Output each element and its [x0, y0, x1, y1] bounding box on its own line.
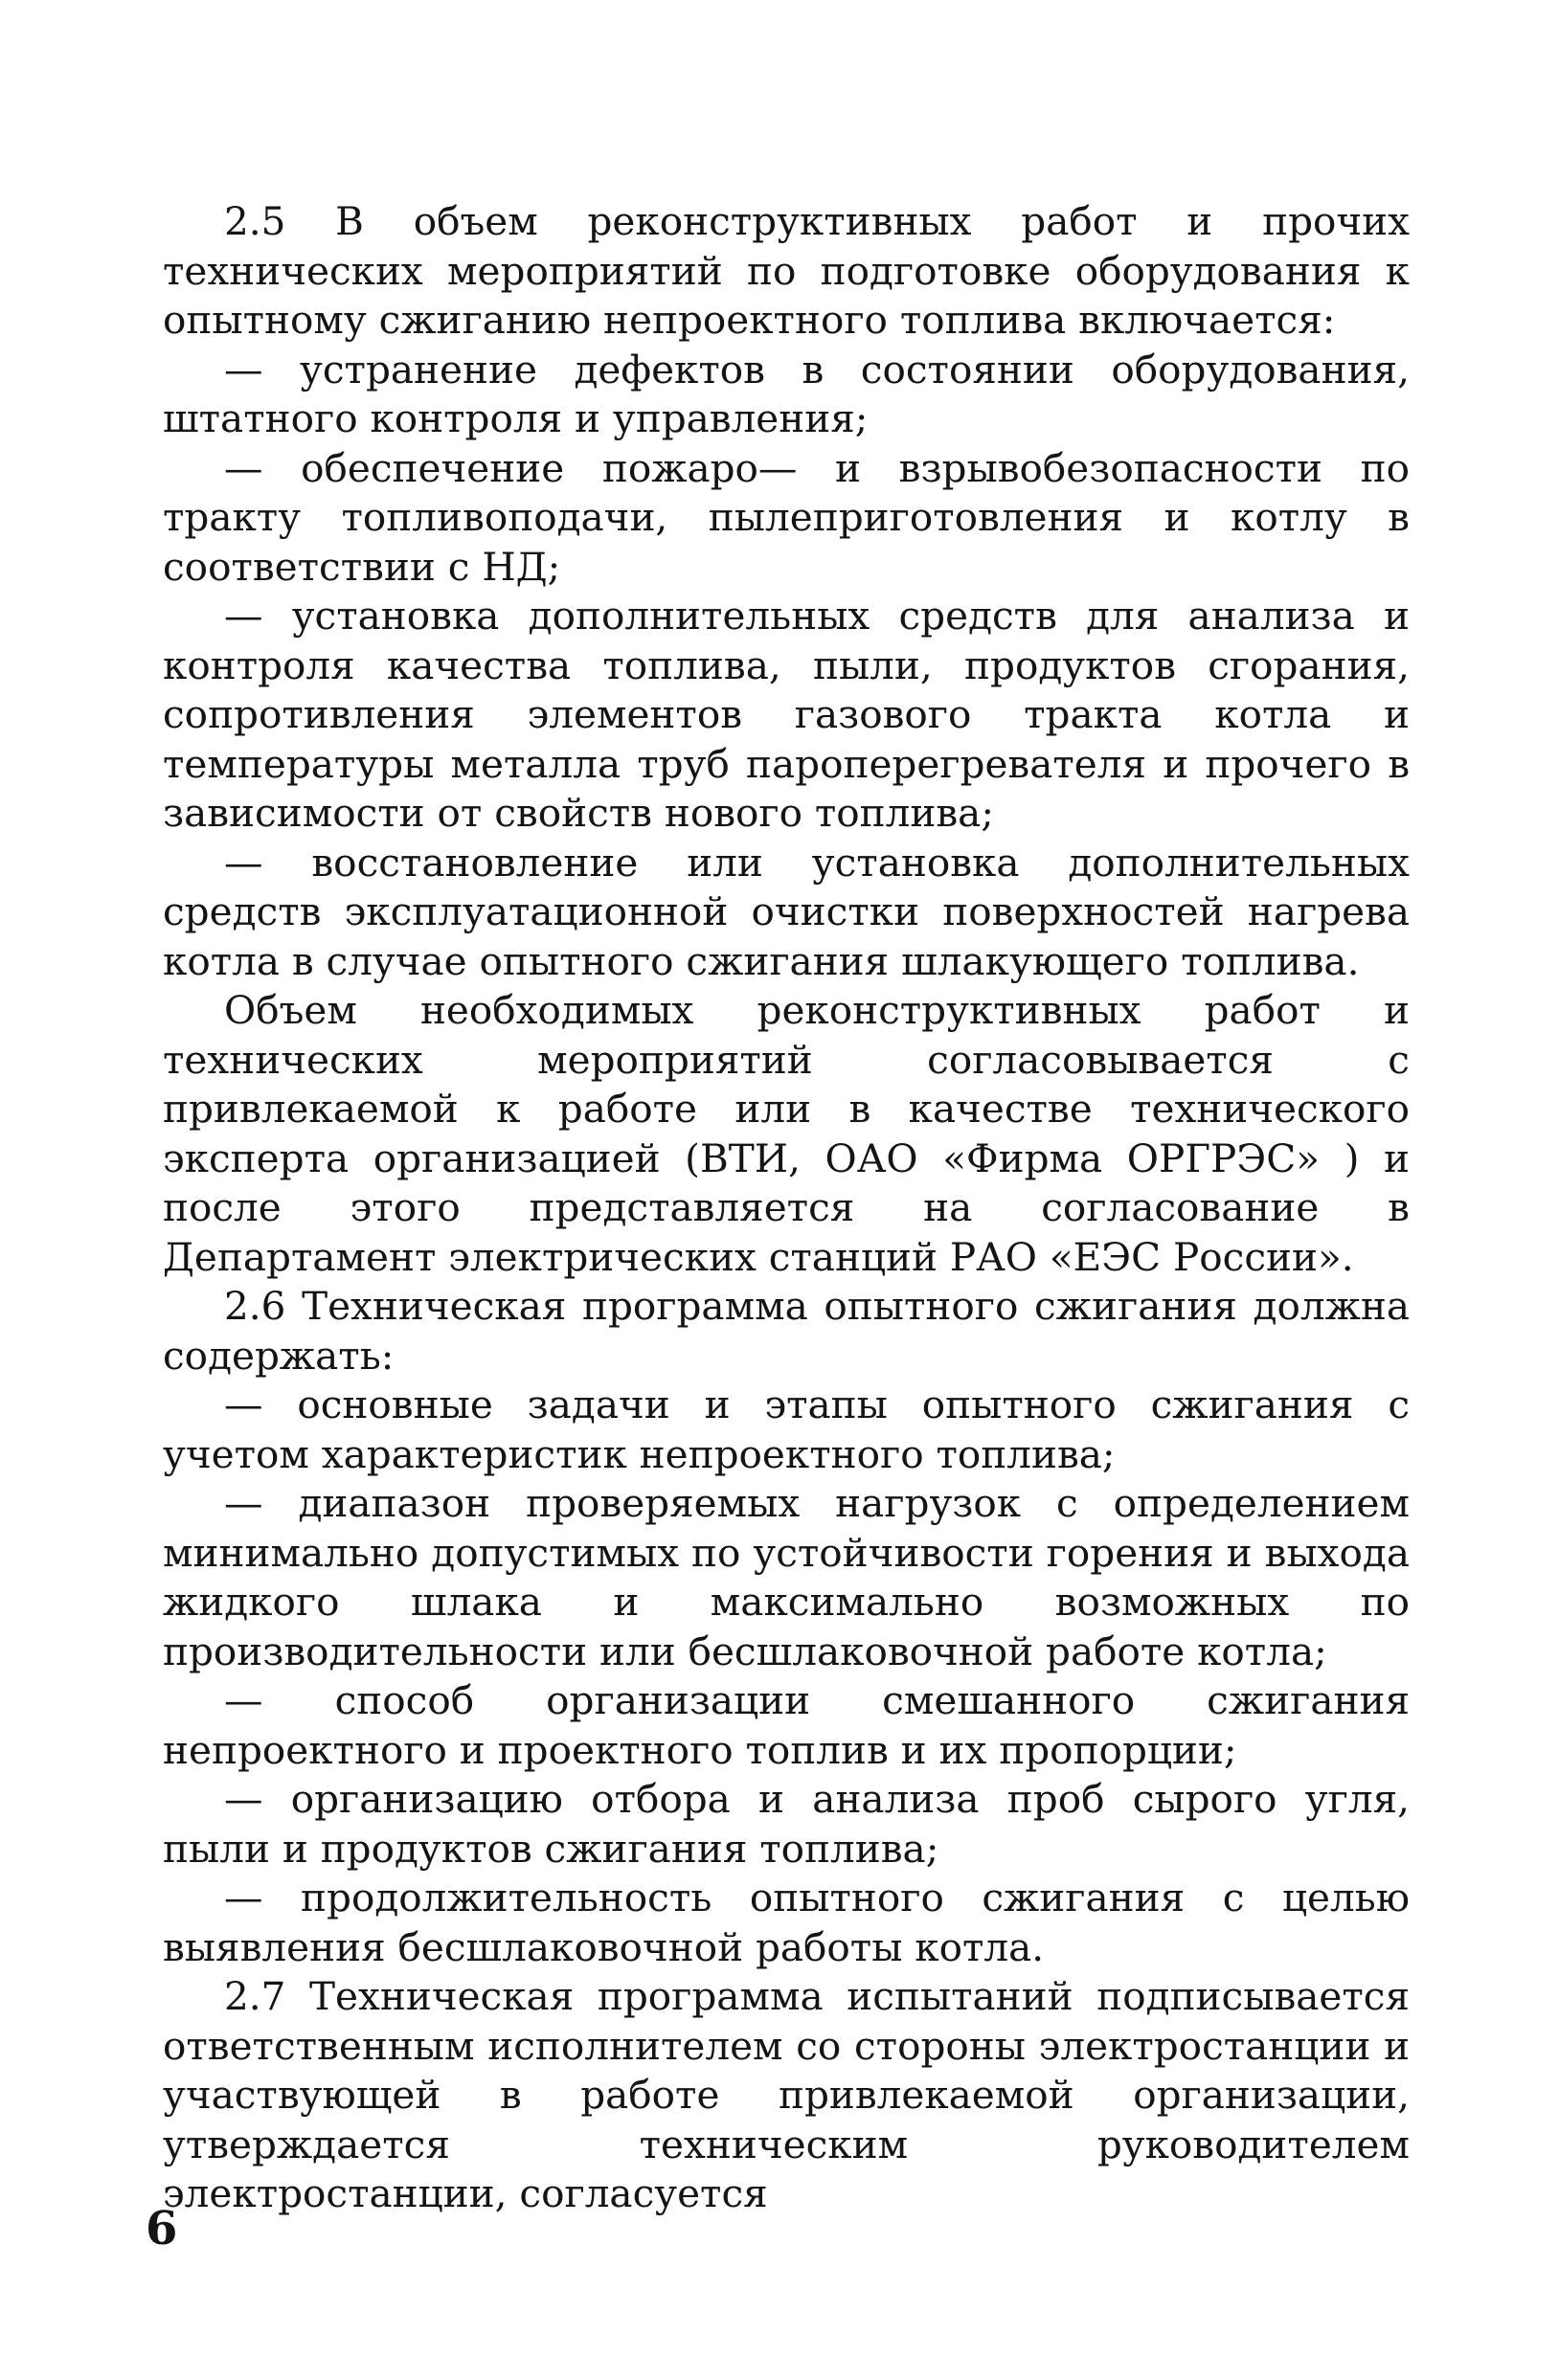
body-text	[163, 197, 1410, 2219]
list-item-main-tasks: — основные задачи и этапы опытного сжигания с учетом характеристик непроектного топлива;	[163, 1381, 1410, 1477]
paragraph-2-7: 2.7 Техническая программа испытаний подписывается ответственным исполнителем со стороны электростанции и участвующей в работе привлекаемой организации, утверждается техническим руководителем электростанции, согласуется	[163, 1973, 1410, 2216]
page-number: 6	[146, 2202, 178, 2256]
list-item-defects: — устранение дефектов в состоянии оборудования, штатного контроля и управления;	[163, 346, 1410, 441]
list-item-duration: — продолжительность опытного сжигания с целью выявления бесшлаковочной работы котла.	[163, 1875, 1410, 1970]
paragraph-2-6: 2.6 Техническая программа опытного сжигания должна содержать:	[163, 1283, 1410, 1379]
paragraph-scope-approval: Объем необходимых реконструктивных работ и технических мероприятий согласовывается с привлекаемой к работе или в качестве технического эксперта организацией (ВТИ, ОАО «Фирма ОРГРЭС» ) и после этого представляется на согласование в Департамент электрических станций РАО «ЕЭС России».	[163, 987, 1410, 1280]
list-item-additional-means: — установка дополнительных средств для анализа и контроля качества топлива, пыли, продуктов сгорания, сопротивления элементов газового тракта котла и температуры металла труб пароперегревателя и прочего в зависимости от свойств нового топлива;	[163, 593, 1410, 836]
list-item-cleaning-means: — восстановление или установка дополнительных средств эксплуатационной очистки поверхностей нагрева котла в случае опытного сжигания шлакующего топлива.	[163, 839, 1410, 984]
list-item-mixed-combustion: — способ организации смешанного сжигания непроектного и проектного топлив и их пропорции;	[163, 1677, 1410, 1773]
list-item-sampling: — организацию отбора и анализа проб сырого угля, пыли и продуктов сжигания топлива;	[163, 1776, 1410, 1872]
list-item-fire-safety: — обеспечение пожаро— и взрывобезопасности по тракту топливоподачи, пылеприготовления и котлу в соответствии с НД;	[163, 444, 1410, 590]
paragraph-2-5: 2.5 В объем реконструктивных работ и прочих технических мероприятий по подготовке оборудования к опытному сжиганию непроектного топлива включается:	[163, 198, 1410, 343]
list-item-load-range: — диапазон проверяемых нагрузок с определением минимально допустимых по устойчивости горения и выхода жидкого шлака и максимально возможных по производительности или бесшлаковочной работе котла;	[163, 1480, 1410, 1674]
